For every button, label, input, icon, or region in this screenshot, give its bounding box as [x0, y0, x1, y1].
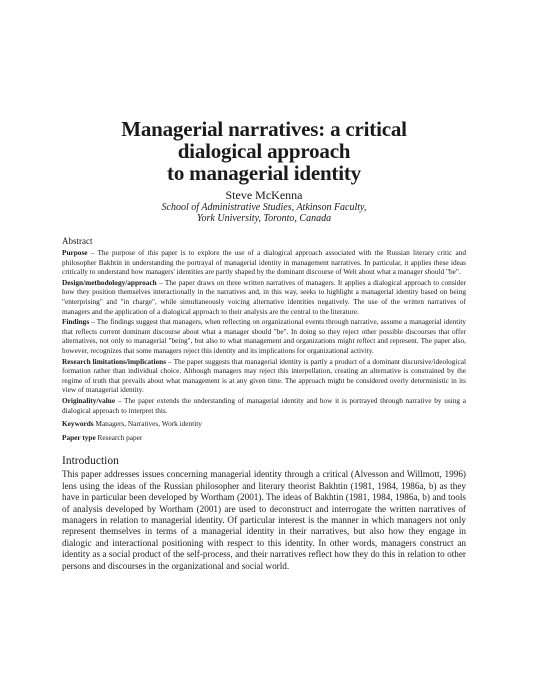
paper-type-line	[62, 433, 466, 443]
abstract-paragraph-purpose	[62, 248, 466, 277]
affiliation-line: York University, Toronto, Canada	[196, 213, 332, 224]
keywords-line	[62, 419, 466, 429]
introduction-body: This paper addresses issues concerning managerial identity through a critical (Alvesson and Willmott, 1996) lens using the ideas of the Russian philosopher and literary theorist Bakhtin (1981, 1984, 1986a, b) as they have in particular been developed by Wortham (2001). The ideas of Bakhtin (1981, 1984, 1986a, b) and tools of analysis developed by Wortham (2001) are used to deconstruct and interrogate the written narratives of managers in relation to managerial identity. Of particular interest is the manner in which managers not only represent themselves in terms of a managerial identity in their narratives, but also how they engage in dialogic and interactional positioning with respect to this identity. In other words, managers construct an identity as a social product of the self-process, and their narratives reflect how they do this in relation to other persons and discourses in the organizational and social world.	[62, 469, 466, 571]
paper-type-value: Research paper	[97, 432, 143, 442]
abstract-text: – The purpose of this paper is to explore the use of a dialogical approach associated with the Russian literary critic and philosopher Bakhtin in understanding the portrayal of managerial identity in management narratives. In particular, it applies these ideas critically to understand how managers' identities are partly shaped by the dominant discourse of Welt about what a manager should "be".	[62, 248, 466, 277]
keywords-value: Managers, Narratives, Work identity	[95, 419, 202, 429]
abstract-paragraph-limitations	[62, 357, 466, 395]
author-affiliation	[62, 202, 466, 224]
abstract-paragraph-findings	[62, 317, 466, 355]
abstract-label: Design/methodology/approach	[62, 277, 157, 287]
introduction-section	[62, 455, 466, 572]
abstract-label: Purpose	[62, 248, 88, 257]
abstract-label: Findings	[62, 317, 90, 327]
abstract-label: Research limitations/implications	[62, 356, 167, 366]
abstract-text: – The paper suggests that managerial identity is partly a product of a dominant discursive/ideological formation rather than individual choice. Although managers may reject this interpellation, creating an alternative is constrained by the regime of truth that prevails about what management is at any given time. The approach might be considered overly deterministic in its view of managerial identity.	[62, 356, 466, 395]
abstract-label: Originality/value	[62, 395, 116, 405]
title-line: Managerial narratives: a critical	[121, 117, 407, 141]
abstract-paragraph-design	[62, 278, 466, 316]
abstract-text: – The paper extends the understanding of managerial identity and how it is portrayed through narrative by using a dialogical approach to interpret this.	[62, 395, 466, 415]
introduction-heading: Introduction	[62, 455, 119, 468]
title-line: to managerial identity	[167, 161, 361, 185]
abstract-text: – The paper draws on three written narratives of managers. It applies a dialogical approach to consider how they position themselves interactionally in the narratives and, in this way, seeks to highlight a managerial identity based on being "enterprising" and "in charge", while simultaneously voicing alternative identities negatively. The use of the written narratives of managers and the application of a dialogical approach to their analysis are the central to the literature.	[62, 277, 466, 316]
affiliation-line: School of Administrative Studies, Atkinson Faculty,	[161, 202, 367, 213]
author-name: Steve McKenna	[225, 188, 303, 202]
paper-type-label: Paper type	[62, 432, 96, 442]
abstract-text: – The findings suggest that managers, when reflecting on organizational events through narrative, assume a managerial identity that reflects current dominant discourse about what a manager should "be". In doing so they reject other possible discourses that offer alternatives, not only to managerial "being", but also to what management and organizations might reflect and represent. The paper also, however, recognizes that some managers reject this identity and its implications for organizational activity.	[62, 317, 466, 355]
keywords-label: Keywords	[62, 419, 94, 429]
article-title	[62, 118, 466, 184]
article-page	[62, 118, 466, 572]
abstract-section	[62, 236, 466, 442]
abstract-heading: Abstract	[62, 236, 93, 246]
title-line: dialogical approach	[177, 139, 351, 163]
abstract-paragraph-originality	[62, 396, 466, 415]
